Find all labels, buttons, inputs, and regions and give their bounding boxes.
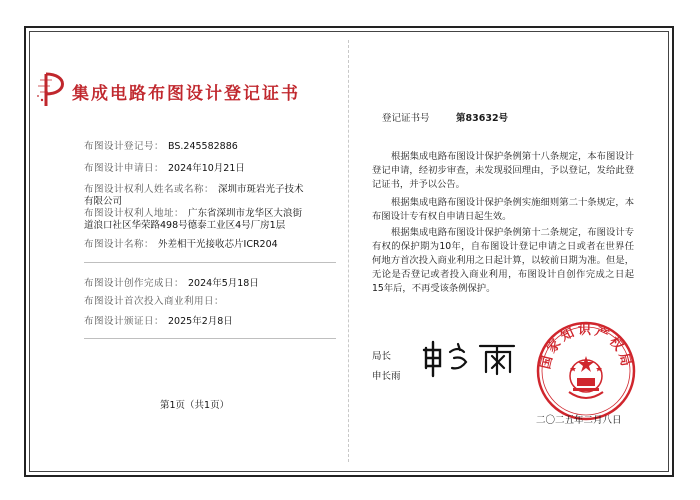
director-name: 申长雨 (372, 371, 401, 382)
field-holder-name: 布图设计权利人姓名或名称： 深圳市斑岩光子技术 (84, 184, 304, 195)
field-holder-name-line2: 有限公司 (84, 196, 123, 207)
certificate-title: 集成电路布图设计登记证书 (72, 84, 300, 104)
field-creation-date: 布图设计创作完成日： 2024年5月18日 (84, 278, 259, 289)
cert-no-value: 第83632号 (456, 113, 509, 124)
director-title: 局长 (372, 351, 392, 362)
field-holder-address-line2: 道浪口社区华荣路498号德泰工业区4号厂房1层 (84, 220, 286, 231)
cert-no-label: 登记证书号 (382, 113, 430, 124)
handwritten-signature (420, 338, 520, 378)
paragraph-protection-term: 根据集成电路布图设计保护条例第十二条规定，布图设计专有权的保护期为10年，自布图设计登记申请之日或者在世界任何地方首次投入商业利用之日起计算，以较前日期为准。但是，无论是否登记或者投入商业利用，布图设计自创作完成之日起15年后，不再受该条例保护。 (372, 227, 634, 294)
ip-logo-icon (34, 70, 70, 110)
paragraph-registration: 根据集成电路布图设计保护条例第十八条规定，本布图设计登记申请，经初步审查，未发现驳回理由，予以登记，发给此登记证书，并予以公告。 (372, 151, 634, 190)
page-number: 第1页（共1页） (160, 400, 230, 411)
official-seal (535, 320, 637, 422)
field-issue-date: 布图设计颁证日： 2025年2月8日 (84, 316, 233, 327)
seal-text: 国家知识产权局 (538, 323, 634, 371)
field-application-date: 布图设计申请日： 2024年10月21日 (84, 163, 245, 174)
separator-line (84, 262, 336, 263)
field-design-name: 布图设计名称： 外差相干光接收芯片ICR204 (84, 239, 278, 250)
field-registration-no: 布图设计登记号： BS.245582886 (84, 141, 238, 152)
field-holder-address: 布图设计权利人地址： 广东省深圳市龙华区大浪街 (84, 208, 303, 219)
issue-date-chinese: 二〇二五年二月八日 (536, 415, 622, 426)
separator-line (84, 338, 336, 339)
center-fold-line (348, 40, 350, 462)
paragraph-effective: 根据集成电路布图设计保护条例实施细则第二十条规定，本布图设计专有权自申请日起生效。 (372, 197, 634, 222)
field-first-commercial-use: 布图设计首次投入商业利用日： (84, 296, 225, 307)
